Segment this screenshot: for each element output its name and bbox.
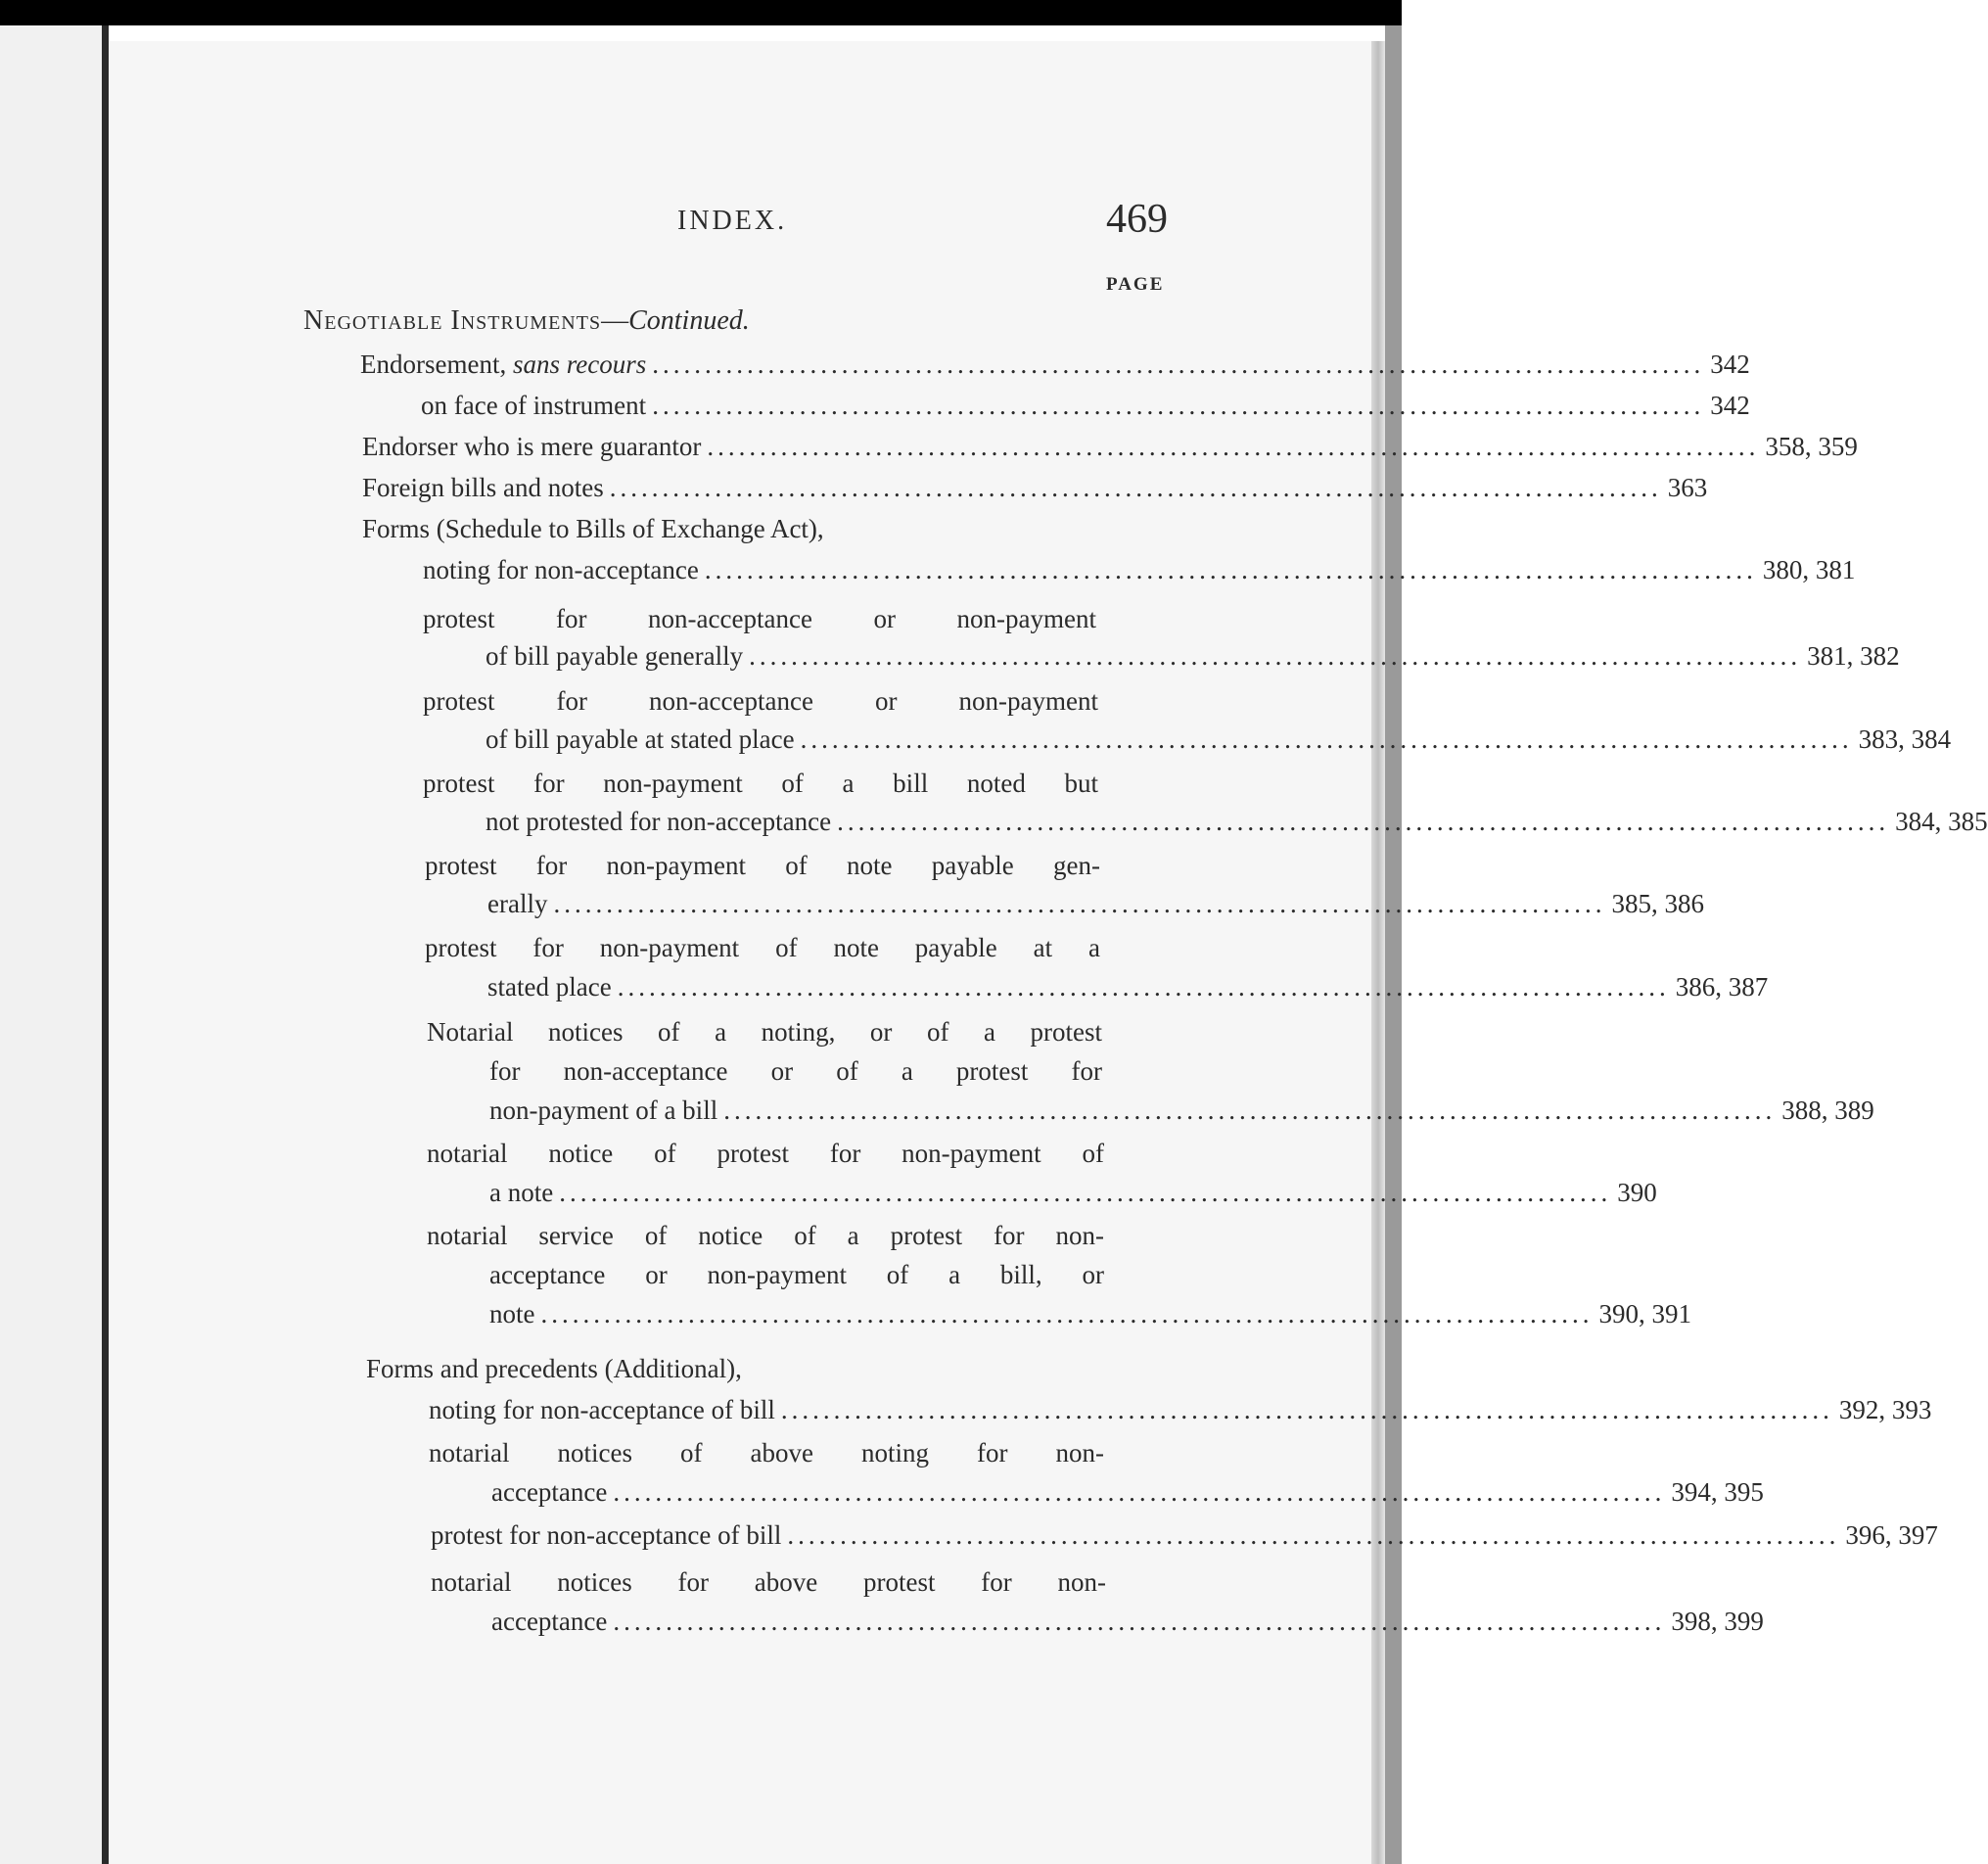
dot-leader: .................................................................................................... xyxy=(553,889,1606,918)
index-entry xyxy=(366,1349,1051,1388)
entry-page-ref: 342 xyxy=(1710,391,1750,420)
entry-page-ref: 384, 385 xyxy=(1895,807,1988,836)
entry-text: erally xyxy=(487,889,548,918)
entry-page-ref: 398, 399 xyxy=(1671,1607,1764,1636)
heading-continued: Continued. xyxy=(628,305,750,336)
index-entry xyxy=(362,427,1858,466)
index-entry xyxy=(487,967,1769,1006)
entry-page-ref: 396, 397 xyxy=(1845,1520,1938,1550)
index-entry xyxy=(491,1602,1764,1641)
page-edge xyxy=(1371,41,1385,1864)
index-entry: protest for non-acceptance or non-payment xyxy=(423,604,1096,633)
dot-leader: .................................................................................................... xyxy=(749,641,1802,671)
index-entry: notarial notices of above noting for non- xyxy=(429,1438,1104,1468)
dot-leader: .................................................................................................... xyxy=(723,1095,1777,1125)
index-entry xyxy=(431,1515,1938,1555)
dot-leader: .................................................................................................... xyxy=(540,1299,1594,1328)
page-column-label: PAGE xyxy=(1106,274,1165,295)
dot-leader: .................................................................................................... xyxy=(837,807,1890,836)
entry-text: Forms (Schedule to Bills of Exchange Act), xyxy=(362,514,824,543)
entry-page-ref: 388, 389 xyxy=(1781,1095,1874,1125)
heading-term: Negotiable Instruments xyxy=(303,305,602,336)
index-entry xyxy=(485,802,1988,841)
entry-page-ref: 380, 381 xyxy=(1762,555,1856,584)
facing-page-margin xyxy=(0,25,102,1864)
entry-text: a note xyxy=(489,1178,554,1207)
entry-text: acceptance xyxy=(491,1477,608,1507)
dot-leader: .................................................................................................... xyxy=(559,1178,1612,1207)
entry-page-ref: 363 xyxy=(1667,473,1708,502)
index-entry xyxy=(485,720,1952,759)
dot-leader: .................................................................................................... xyxy=(800,724,1853,754)
entry-page-ref: 342 xyxy=(1710,350,1750,379)
entry-text: non-payment of a bill xyxy=(489,1095,718,1125)
index-entry xyxy=(423,550,1856,589)
page-number: 469 xyxy=(1106,197,1168,242)
index-entry xyxy=(421,386,1750,425)
entry-text: of bill payable generally xyxy=(485,641,744,671)
index-entry: protest for non-payment of a bill noted but xyxy=(423,769,1098,798)
entry-text: protest for non-acceptance of bill xyxy=(431,1520,782,1550)
dot-leader: .................................................................................................... xyxy=(780,1395,1833,1424)
entry-page-ref: 358, 359 xyxy=(1765,432,1858,461)
dot-leader: .................................................................................................... xyxy=(613,1607,1666,1636)
index-entry: protest for non-acceptance or non-payment xyxy=(423,686,1098,716)
index-heading xyxy=(303,305,750,337)
dot-leader: .................................................................................................... xyxy=(613,1477,1666,1507)
dot-leader: .................................................................................................... xyxy=(609,473,1662,502)
entry-text: on face of instrument xyxy=(421,391,647,420)
entry-text: of bill payable at stated place xyxy=(485,724,795,754)
index-entry xyxy=(360,345,1750,384)
index-entry: notarial notices for above protest for non- xyxy=(431,1567,1106,1597)
entry-page-ref: 385, 386 xyxy=(1611,889,1704,918)
index-entry xyxy=(491,1472,1764,1512)
index-entry: for non-acceptance or of a protest for xyxy=(489,1056,1102,1086)
dot-leader: .................................................................................................... xyxy=(652,391,1705,420)
binding-gutter xyxy=(102,25,109,1864)
index-entry: notarial notice of protest for non-payment of xyxy=(427,1139,1104,1168)
dot-leader: .................................................................................................... xyxy=(707,432,1760,461)
entry-page-ref: 394, 395 xyxy=(1671,1477,1764,1507)
index-entry xyxy=(489,1173,1657,1212)
entry-text: noting for non-acceptance of bill xyxy=(429,1395,775,1424)
dot-leader: .................................................................................................... xyxy=(652,350,1705,379)
entry-italic: sans recours xyxy=(512,350,647,379)
running-title: INDEX. xyxy=(677,206,788,236)
entry-page-ref: 390 xyxy=(1617,1178,1657,1207)
index-entry xyxy=(429,1390,1932,1429)
index-entry xyxy=(489,1091,1874,1130)
entry-text: note xyxy=(489,1299,535,1328)
entry-text: noting for non-acceptance xyxy=(423,555,699,584)
dot-leader: .................................................................................................... xyxy=(704,555,1757,584)
entry-page-ref: 386, 387 xyxy=(1675,972,1769,1002)
entry-page-ref: 390, 391 xyxy=(1598,1299,1691,1328)
index-entry: notarial service of notice of a protest for non- xyxy=(427,1221,1104,1250)
dot-leader: .................................................................................................... xyxy=(787,1520,1840,1550)
index-entry: protest for non-payment of note payable at a xyxy=(425,933,1100,962)
index-entry xyxy=(485,636,1900,676)
entry-text: Endorser who is mere guarantor xyxy=(362,432,702,461)
index-entry: protest for non-payment of note payable gen- xyxy=(425,851,1100,880)
scan-top-edge xyxy=(0,0,1402,25)
heading-dash: — xyxy=(601,305,629,336)
entry-text: not protested for non-acceptance xyxy=(485,807,832,836)
entry-text: Endorsement, xyxy=(360,350,513,379)
entry-page-ref: 392, 393 xyxy=(1838,1395,1932,1424)
index-entry xyxy=(362,509,1047,548)
entry-text: Forms and precedents (Additional), xyxy=(366,1354,742,1383)
dot-leader: .................................................................................................... xyxy=(617,972,1670,1002)
entry-text: Foreign bills and notes xyxy=(362,473,604,502)
entry-text: stated place xyxy=(487,972,612,1002)
index-entry: Notarial notices of a noting, or of a protest xyxy=(427,1017,1102,1047)
entry-page-ref: 383, 384 xyxy=(1858,724,1952,754)
index-entry xyxy=(487,884,1704,923)
scan-right-edge xyxy=(1385,25,1402,1864)
index-entry xyxy=(362,468,1708,507)
index-entry xyxy=(489,1294,1691,1333)
index-entry: acceptance or non-payment of a bill, or xyxy=(489,1260,1104,1289)
entry-text: acceptance xyxy=(491,1607,608,1636)
entry-page-ref: 381, 382 xyxy=(1807,641,1900,671)
